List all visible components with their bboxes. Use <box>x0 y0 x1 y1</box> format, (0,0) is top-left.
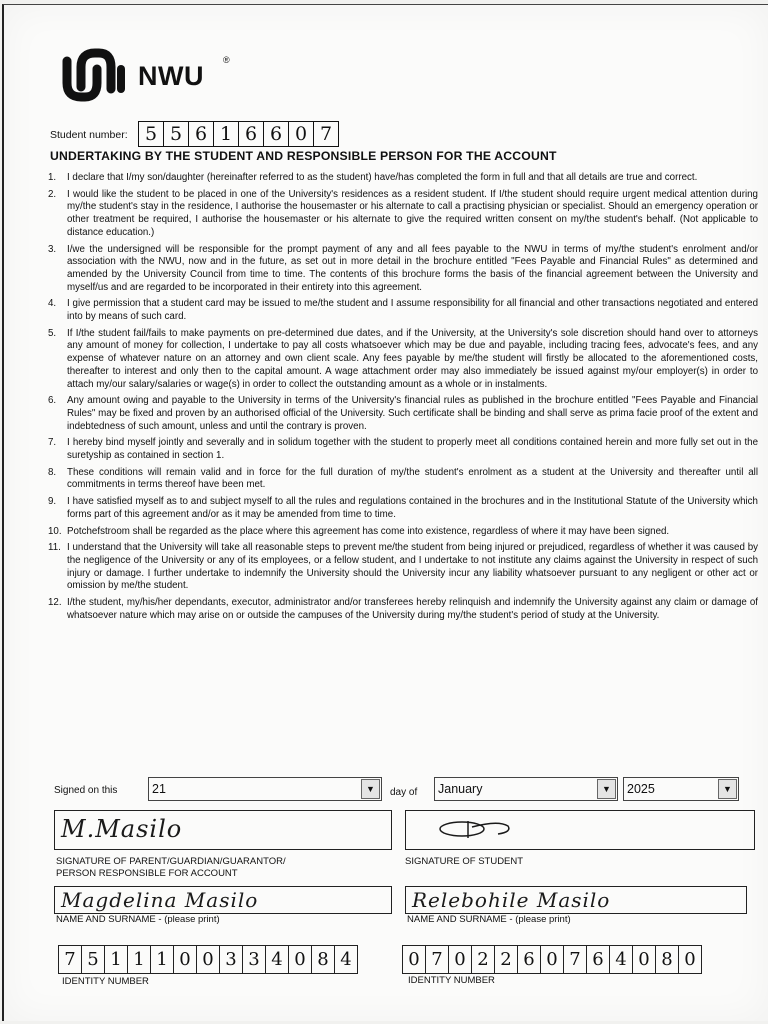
student-number-field[interactable] <box>138 121 339 147</box>
student-signature-field[interactable] <box>405 810 755 850</box>
clause-number: 8. <box>48 466 57 478</box>
parent-signature-label-line2: PERSON RESPONSIBLE FOR ACCOUNT <box>56 868 238 879</box>
clause-number: 5. <box>48 327 57 339</box>
clause-text: I have satisfied myself as to and subject myself to all the rules and regulations contained in the brochures and in the Institutional Statute of the University which forms part of this agreement and/or as it may be amended from time to time. <box>67 496 758 520</box>
digit-box: 4 <box>610 946 633 973</box>
parent-signature-label-line1: SIGNATURE OF PARENT/GUARDIAN/GUARANTOR/ <box>56 856 286 867</box>
clause-text: Any amount owing and payable to the University in terms of the University's financial rules as published in the brochure entitled "Fees Payable and Financial Rules" may be fixed and proven by an authorised official of the University. Such certificate shall be binding and shall serve as prima facie proof of the extent and indebtedness of such amount, unless and until the contrary is proven. <box>67 395 758 432</box>
digit-box: 2 <box>472 946 495 973</box>
digit-box: 0 <box>633 946 656 973</box>
document-page <box>2 4 768 1021</box>
clause-item <box>48 298 758 323</box>
clause-number: 4. <box>48 298 57 310</box>
student-id-number-field[interactable] <box>402 945 702 974</box>
parent-signature: M.Masilo <box>61 815 183 843</box>
student-name-field[interactable] <box>405 886 747 914</box>
student-name-label: NAME AND SURNAME - (please print) <box>407 914 571 925</box>
chevron-down-icon[interactable]: ▼ <box>597 779 616 799</box>
parent-name-value: Magdelina Masilo <box>61 888 259 912</box>
digit-box: 1 <box>128 946 151 973</box>
digit-box: 0 <box>289 946 312 973</box>
digit-box: 5 <box>82 946 105 973</box>
month-value: January <box>438 782 483 796</box>
clause-text: I declare that I/my son/daughter (hereinafter referred to as the student) have/has completed the form in full and that all details are true and correct. <box>67 172 698 183</box>
clause-text: These conditions will remain valid and in force for the full duration of my/the student's enrolment as a student at the University and thereafter until all commitments in terms thereof have been met. <box>67 466 758 491</box>
clause-number: 11. <box>48 542 61 554</box>
digit-box: 0 <box>197 946 220 973</box>
clause-text: I understand that the University will take all reasonable steps to prevent me/the student from being injured or prejudiced, regardless of whether it was caused by the negligence of the University or any of its employees, or a fellow student, and I undertake to not institute any claims against the University in respect of such injury or damage. I further undertake to indemnify the University should the University incur any liability whatsoever pursuant to any negligent or other act or omission by me/the student. <box>67 542 758 592</box>
clause-text: If I/the student fail/fails to make payments on pre-determined due dates, and if the University, at the University's sole discretion should hand over to attorneys any amount of money for collection, I undertake to pay all costs whatsoever which may be due and payable, including tracing fees, advocate's fees, and any expense of whatever nature on an attorney and own client scale. Any fees payable by me/the student will firstly be allocated to the aforementioned costs, thereafter to interest and only then to the capital amount. A wage attachment order may also immediately be issued against my/our employer(s) in order to attach my/our salary/salaries or wage(s) in order to collect the outstanding amount as a whole or in instalments. <box>67 327 758 390</box>
day-value: 21 <box>152 782 166 796</box>
digit-box: 0 <box>174 946 197 973</box>
clause-item <box>48 467 758 492</box>
clause-text: I give permission that a student card may be issued to me/the student and I assume responsibility for all financial and other transactions negotiated and entered into by means of such card. <box>67 298 758 323</box>
year-value: 2025 <box>627 782 655 796</box>
clause-item <box>48 395 758 433</box>
month-select[interactable] <box>434 777 618 801</box>
clause-number: 10. <box>48 525 62 537</box>
day-of-label: day of <box>390 787 418 798</box>
clause-number: 2. <box>48 188 57 200</box>
digit-box: 1 <box>151 946 174 973</box>
clause-number: 1. <box>48 172 57 183</box>
registered-mark: ® <box>223 55 230 65</box>
clause-text: Potchefstroom shall be regarded as the place where this agreement has come into existence, regardless of where it may have been signed. <box>67 525 670 537</box>
nwu-logo-icon <box>59 47 129 103</box>
digit-box: 6 <box>239 122 264 146</box>
parent-id-label: IDENTITY NUMBER <box>62 976 149 987</box>
clause-item <box>48 189 758 240</box>
student-signature-mark-icon <box>432 812 522 848</box>
clause-number: 6. <box>48 395 57 407</box>
digit-box: 1 <box>105 946 128 973</box>
year-select[interactable] <box>623 777 739 801</box>
student-number-label: Student number: <box>50 129 128 141</box>
digit-box: 0 <box>684 949 696 970</box>
chevron-down-icon[interactable]: ▼ <box>361 779 380 799</box>
digit-box: 0 <box>449 946 472 973</box>
logo-text: NWU <box>138 61 204 91</box>
signed-on-label: Signed on this <box>54 785 118 796</box>
clause-item <box>48 597 758 622</box>
digit-box: 5 <box>139 122 164 146</box>
student-signature-label: SIGNATURE OF STUDENT <box>405 856 524 867</box>
digit-box: 0 <box>289 122 314 146</box>
clause-list <box>48 172 758 627</box>
clause-text: I would like the student to be placed in one of the University's residences as a resident student. If I/the student should require urgent medical attention during my/the student's stay in the residence, I authorise the housemaster or his alternate to call a practising physician or specialist. Should an emergency operation or other treatment be required, I authorise the housemaster or his alternate to give the required written consent on my/the student's behalf. (Not applicable to distance education.) <box>67 188 758 238</box>
digit-box: 6 <box>587 946 610 973</box>
clause-item <box>48 172 758 185</box>
parent-name-label: NAME AND SURNAME - (please print) <box>56 914 220 925</box>
page-title: UNDERTAKING BY THE STUDENT AND RESPONSIBLE PERSON FOR THE ACCOUNT <box>50 149 557 163</box>
clause-item <box>48 244 758 295</box>
clause-item <box>48 542 758 593</box>
digit-box: 4 <box>266 946 289 973</box>
clause-number: 9. <box>48 496 57 508</box>
chevron-down-icon[interactable]: ▼ <box>718 779 737 799</box>
digit-box: 2 <box>495 946 518 973</box>
digit-box: 3 <box>243 946 266 973</box>
digit-box: 3 <box>220 946 243 973</box>
digit-box: 6 <box>264 122 289 146</box>
digit-box: 5 <box>164 122 189 146</box>
digit-box: 4 <box>340 949 352 970</box>
digit-box: 6 <box>189 122 214 146</box>
parent-name-field[interactable] <box>54 886 392 914</box>
digit-box: 7 <box>59 946 82 973</box>
parent-signature-field[interactable] <box>54 810 392 850</box>
clause-item <box>48 496 758 521</box>
parent-signature-label <box>56 856 286 880</box>
digit-box: 6 <box>518 946 541 973</box>
day-select[interactable] <box>148 777 382 801</box>
digit-box: 7 <box>426 946 449 973</box>
digit-box: 8 <box>312 946 335 973</box>
clause-number: 3. <box>48 243 57 255</box>
clause-number: 7. <box>48 437 57 449</box>
digit-box: 7 <box>564 946 587 973</box>
clause-text: I hereby bind myself jointly and severally and in solidum together with the student to properly meet all conditions contained herein and more fully set out in the suretyship as contained in section 1. <box>67 437 758 462</box>
digit-box: 0 <box>403 946 426 973</box>
digit-box: 0 <box>541 946 564 973</box>
clause-item <box>48 437 758 462</box>
student-id-label: IDENTITY NUMBER <box>408 975 495 986</box>
clause-item <box>48 328 758 392</box>
clause-number: 12. <box>48 597 62 609</box>
digit-box: 8 <box>656 946 679 973</box>
digit-box: 7 <box>319 123 333 145</box>
parent-id-number-field[interactable] <box>58 945 358 974</box>
clause-text: I/we the undersigned will be responsible for the prompt payment of any and all fees payable to the NWU in terms of my/the student's enrolment and/or association with the NWU, now and in the future, as set out in more detail in the brochure entitled "Fees Payable and Financial Rules" as determined and amended by the University Council from time to time. The contents of this brochure forms the basis of the financial agreement between the University and myself/us and are regarded to be incorporated in their entirety into this agreement. <box>67 243 758 293</box>
student-name-value: Relebohile Masilo <box>412 888 611 912</box>
clause-item <box>48 526 758 539</box>
digit-box: 1 <box>214 122 239 146</box>
clause-text: I/the student, my/his/her dependants, executor, administrator and/or transferees hereby relinquish and indemnify the University against any claim or damage of whatsoever nature which may arise on or outside the campuses of the University during my/the student's period of study at the University. <box>67 597 758 621</box>
